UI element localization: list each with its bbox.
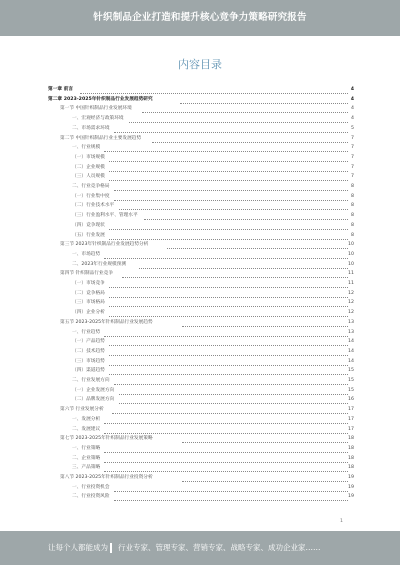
toc-entry-label: 第二节 中国针织制品行业主要发展趋势 (60, 135, 142, 141)
footer-lead: 让每个人都能成为 (48, 543, 108, 552)
toc-entry-label: （二）竞争格局 (72, 290, 105, 296)
toc-entry-page: 19 (348, 494, 354, 500)
toc-entry-label: （三）市场格局 (72, 300, 105, 306)
toc-entry-label: 一、行业投资机会 (72, 484, 110, 490)
toc-entry-label: （三）行业盈利水平、管理水平 (72, 213, 138, 219)
toc-entry-page: 12 (348, 290, 354, 296)
toc-entry-page: 15 (348, 387, 354, 393)
toc-entry-label: 一、市场趋势 (72, 251, 101, 257)
toc-entry-label: 一、宏观经济与政策环境 (72, 116, 124, 122)
toc-entry-label: （三）人员规模 (72, 174, 105, 180)
toc-entry-page: 11 (348, 281, 354, 286)
toc-entry-page: 7 (351, 154, 354, 160)
toc-entry-page: 7 (351, 145, 354, 151)
toc-entry-label: （四）渠道趋势 (72, 368, 105, 374)
toc-entry-label: （一）市场竞争 (72, 281, 105, 286)
toc-entry-page: 16 (348, 397, 354, 403)
toc-entry-label: 二、行业投资风险 (72, 494, 110, 500)
toc-entry-page: 4 (351, 116, 354, 122)
toc-entry[interactable] (0, 492, 400, 502)
toc-entry-page: 14 (348, 348, 354, 354)
footer-tagline: 行业专家、管理专家、营销专家、战略专家、成功企业家…… (118, 543, 321, 552)
toc-entry-label: （二）品牌发展方向 (72, 397, 115, 403)
toc-entry-label: （一）市场规模 (72, 154, 105, 160)
toc-entry-page: 18 (348, 436, 354, 442)
toc-entry-page: 18 (348, 455, 354, 461)
toc-leader-dots (114, 490, 348, 501)
toc-entry-label: 第七节 2023-2025年针织制品行业发展策略 (60, 436, 153, 442)
toc-entry-label: 第一章 前言 (48, 87, 74, 92)
toc-entry-label: 第一节 中国针织制品行业发展环境 (60, 106, 132, 112)
toc-entry-page: 17 (348, 407, 354, 413)
toc-entry-page: 8 (351, 213, 354, 219)
toc-entry-page: 10 (348, 251, 354, 257)
toc-entry-label: 三、产品策略 (72, 465, 101, 471)
toc-heading: 内容目录 (178, 58, 222, 71)
report-title: 针织制品企业打造和提升核心竞争力策略研究报告 (93, 12, 307, 23)
toc-entry-page: 13 (348, 329, 354, 335)
toc-entry-label: （一）企业发展方向 (72, 387, 115, 393)
toc-entry-label: 第三节 2023年针织制品行业发展趋势分析 (60, 242, 149, 248)
toc-entry-label: 一、发展分析 (72, 416, 101, 422)
toc-entry-label: 二、行业竞争格局 (72, 184, 110, 189)
toc-entry-page: 8 (351, 193, 354, 199)
toc-entry-label: 第六节 行业发展分析 (60, 407, 104, 413)
toc-entry-label: 一、行业趋势 (72, 329, 101, 335)
toc-entry-label: （一）行业集中度 (72, 193, 110, 199)
toc-entry-label: 二、发展建议 (72, 426, 101, 432)
page-number: 1 (340, 519, 343, 524)
toc-entry-page: 7 (351, 174, 354, 180)
toc-entry-page: 8 (351, 222, 354, 228)
toc-entry-page: 4 (350, 87, 354, 92)
toc-entry-page: 12 (348, 300, 354, 306)
toc-entry-page: 15 (348, 368, 354, 374)
toc-entry-label: 第四节 针织制品行业竞争 (60, 271, 114, 277)
toc-entry-label: 第二章 2023-2025年针织制品行业发展趋势研究 (48, 96, 153, 102)
toc-entry-page: 10 (348, 261, 354, 267)
toc-entry-label: （一）产品趋势 (72, 339, 105, 345)
toc-entry-label: 一、行业策略 (72, 445, 101, 451)
toc-entry-page: 14 (348, 339, 354, 345)
toc-entry-label: （四）竞争现状 (72, 222, 105, 228)
toc-entry-page: 7 (351, 135, 354, 141)
toc-entry-page: 12 (348, 310, 354, 316)
toc-entry-label: 二、2023年行业规模预测 (72, 261, 127, 267)
toc-entry-page: 4 (351, 106, 354, 112)
toc-entry-label: 第八节 2023-2025年针织制品行业投资分析 (60, 475, 153, 480)
toc-entry-label: 二、行业发展方向 (72, 378, 110, 383)
toc-entry-page: 13 (348, 319, 354, 325)
toc-entry-label: 一、行业规模 (72, 145, 101, 151)
toc-entry-page: 11 (348, 271, 354, 277)
toc-entry-page: 10 (348, 242, 354, 248)
toc-entry-page: 8 (351, 184, 354, 189)
toc-entry-page: 17 (348, 426, 354, 432)
toc-entry-page: 17 (348, 416, 354, 422)
toc-entry-label: （五）行业发展 (72, 232, 105, 238)
toc-entry-label: （二）企业规模 (72, 164, 105, 170)
toc-entry-page: 18 (348, 465, 354, 471)
toc-entry-label: （二）技术趋势 (72, 348, 105, 354)
toc-entry-label: （二）行业技术水平 (72, 203, 115, 209)
toc-entry-page: 15 (348, 378, 354, 383)
footer-bar (0, 531, 400, 565)
toc-entry-label: 二、企业策略 (72, 455, 101, 461)
toc-entry-label: （四）企业分析 (72, 310, 105, 316)
toc-entry-page: 19 (348, 484, 354, 490)
toc-entry-page: 8 (351, 203, 354, 209)
toc-entry-page: 8 (351, 232, 354, 238)
toc-entry-page: 19 (348, 475, 354, 480)
toc-entry-label: （三）市场趋势 (72, 358, 105, 364)
toc-entry-page: 5 (351, 125, 354, 131)
toc-entry-page: 7 (351, 164, 354, 170)
toc-entry-page: 18 (348, 445, 354, 451)
toc-entry-page: 4 (350, 96, 354, 102)
footer-divider (110, 543, 112, 553)
toc-entry-label: 二、市场需求环境 (72, 125, 110, 131)
toc-entry-label: 第五节 2023-2025年针织制品行业发展趋势 (60, 319, 153, 325)
toc-entry-page: 14 (348, 358, 354, 364)
